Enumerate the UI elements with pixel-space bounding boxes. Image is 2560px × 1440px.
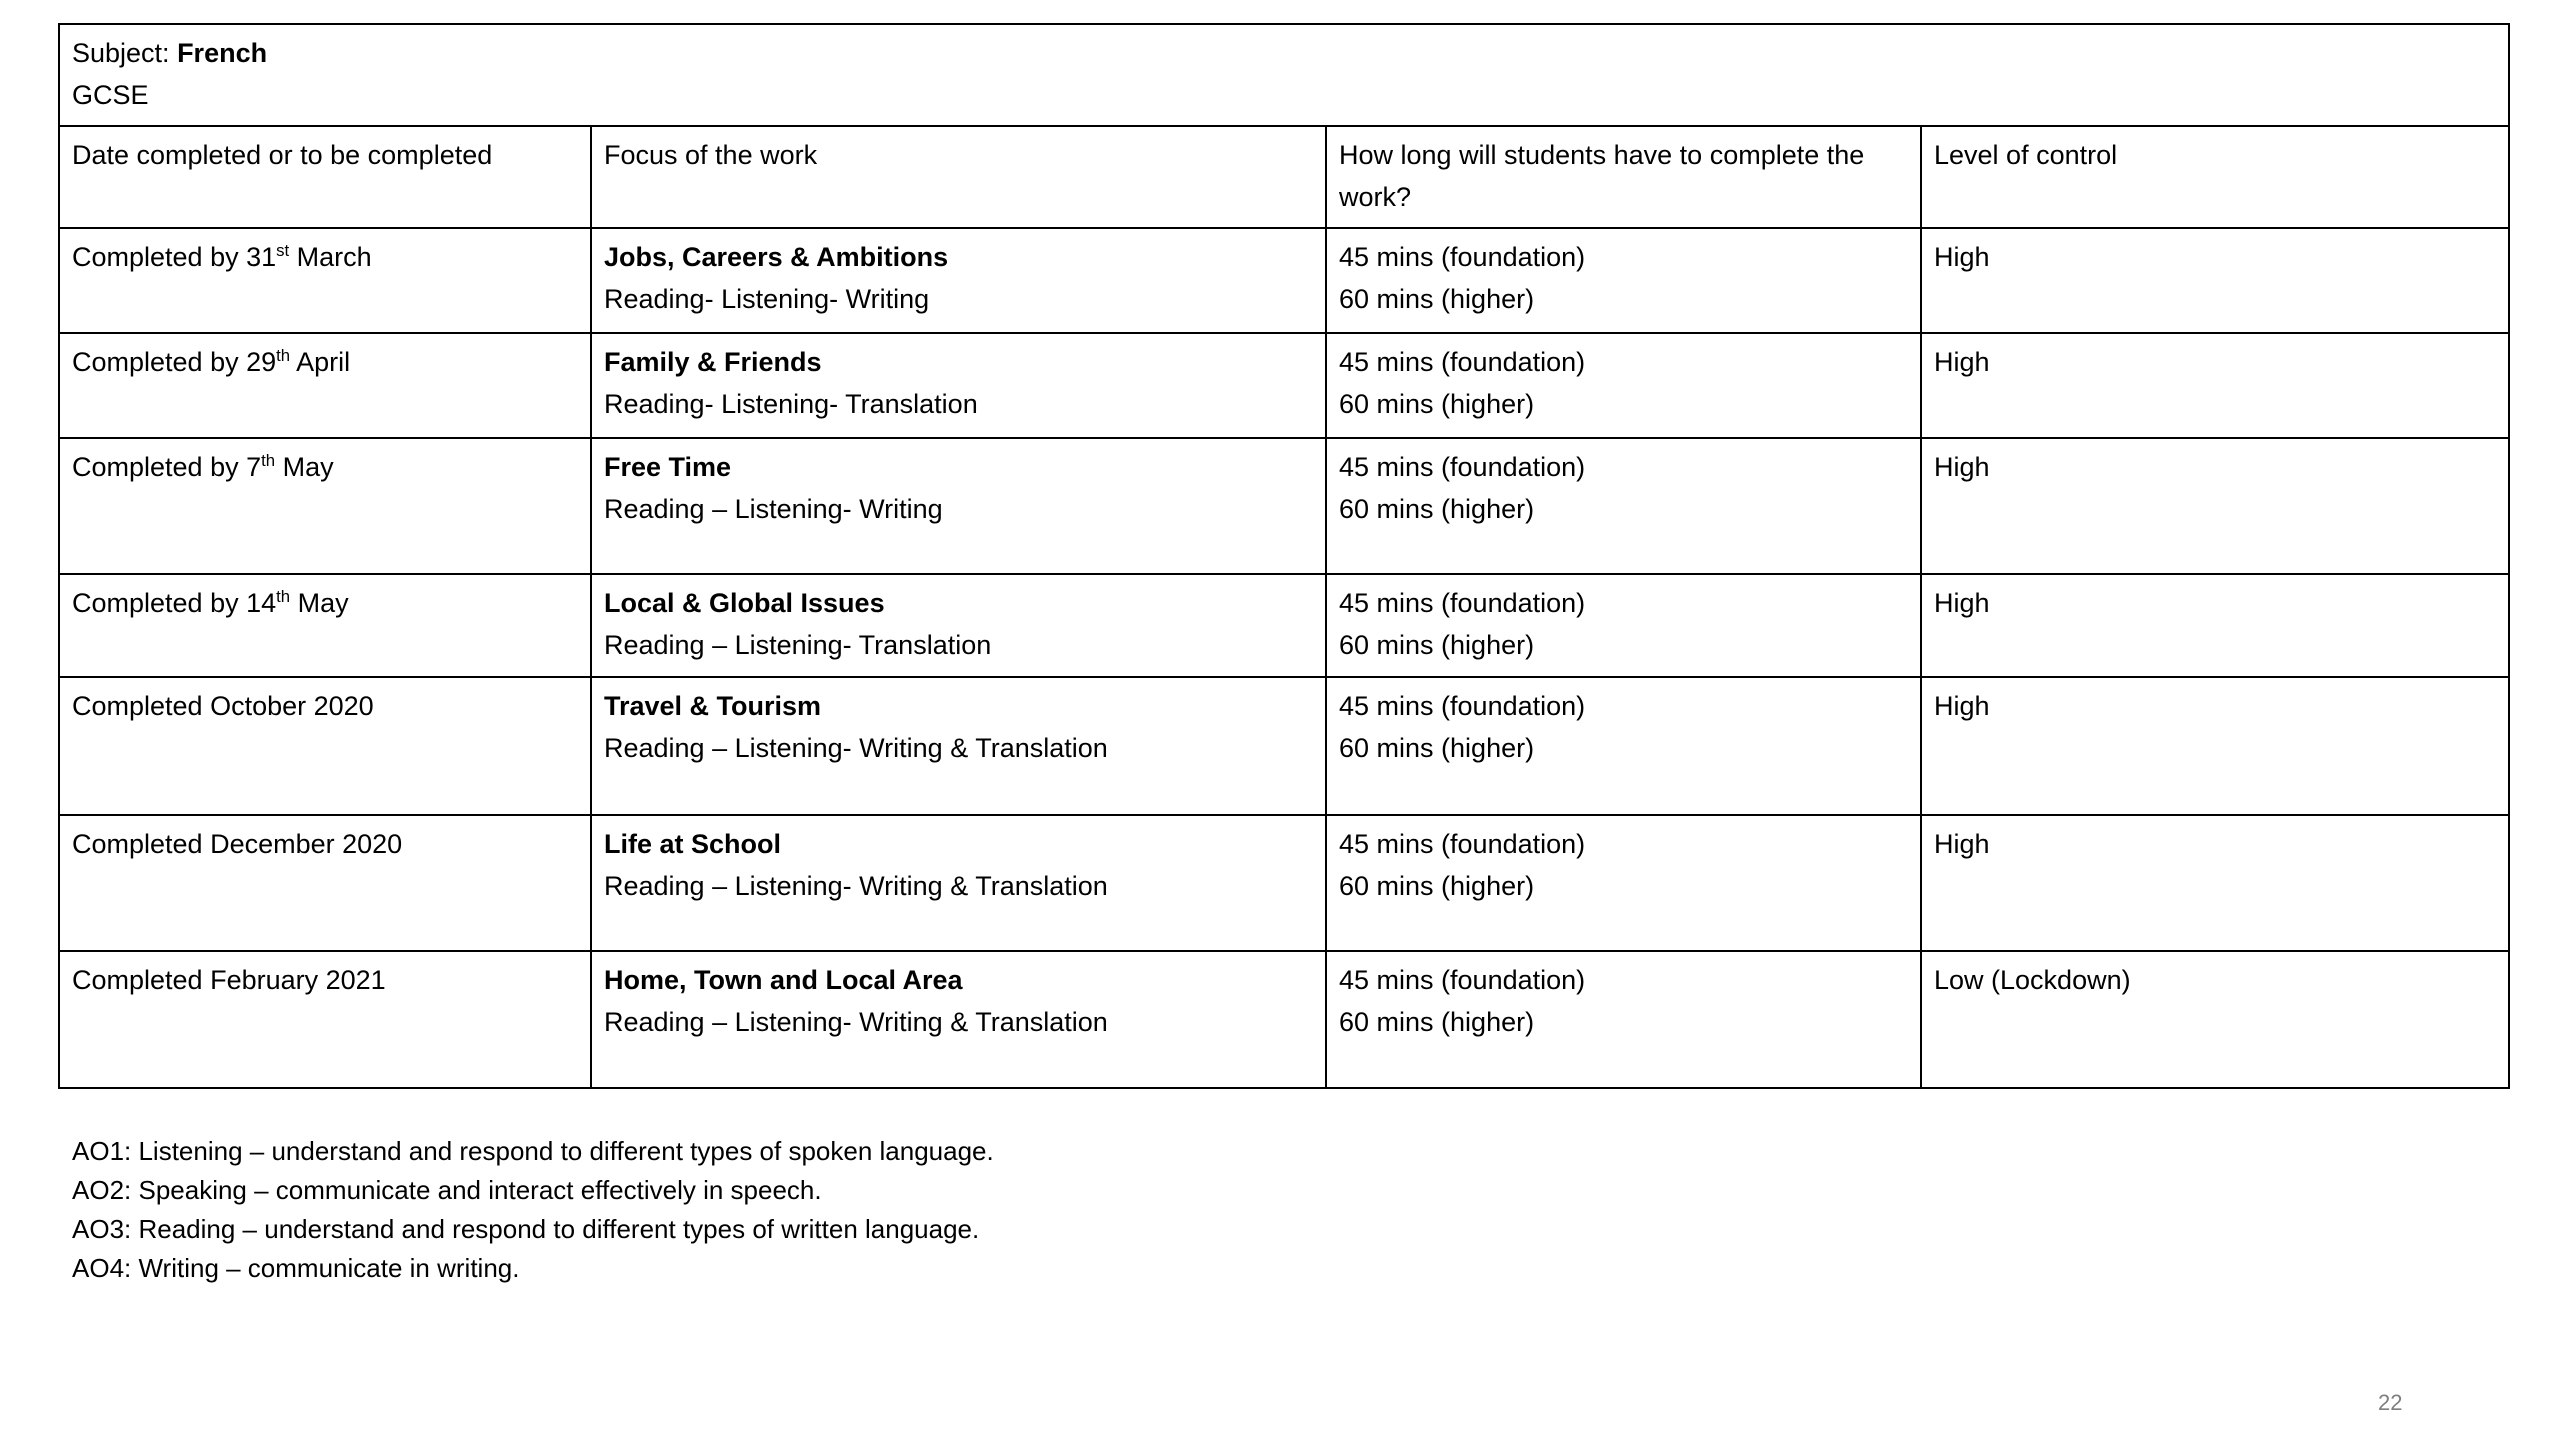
footnote-ao3: AO3: Reading – understand and respond to different types of written language. xyxy=(72,1214,980,1244)
duration-foundation: 45 mins (foundation) xyxy=(1339,828,1586,859)
subject-cell xyxy=(59,24,2509,126)
focus-cell xyxy=(591,333,1326,438)
focus-skills: Reading – Listening- Writing & Translation xyxy=(604,732,1108,763)
table-header-row xyxy=(59,126,2509,228)
focus-cell xyxy=(591,815,1326,951)
date-cell xyxy=(59,951,591,1088)
control-cell: High xyxy=(1921,815,2509,951)
control-cell: High xyxy=(1921,438,2509,574)
duration-foundation: 45 mins (foundation) xyxy=(1339,451,1586,482)
date-text: Completed by 7 xyxy=(72,451,262,482)
table-row xyxy=(59,815,2509,951)
date-cell xyxy=(59,333,591,438)
duration-higher: 60 mins (higher) xyxy=(1339,732,1535,763)
date-text: Completed by 31 xyxy=(72,241,277,272)
duration-higher: 60 mins (higher) xyxy=(1339,493,1535,524)
date-cell xyxy=(59,574,591,677)
focus-cell xyxy=(591,951,1326,1088)
duration-cell xyxy=(1326,574,1921,677)
date-ordinal: th xyxy=(261,450,276,470)
duration-higher: 60 mins (higher) xyxy=(1339,1006,1535,1037)
header-focus: Focus of the work xyxy=(591,126,1326,228)
duration-cell xyxy=(1326,333,1921,438)
date-text: Completed by 14 xyxy=(72,587,277,618)
focus-cell xyxy=(591,677,1326,815)
duration-higher: 60 mins (higher) xyxy=(1339,283,1535,314)
focus-title: Travel & Tourism xyxy=(604,690,822,721)
qualification-label: GCSE xyxy=(72,79,149,110)
focus-skills: Reading- Listening- Translation xyxy=(604,388,978,419)
table-row xyxy=(59,951,2509,1088)
footnote-ao4: AO4: Writing – communicate in writing. xyxy=(72,1253,520,1283)
control-cell: Low (Lockdown) xyxy=(1921,951,2509,1088)
date-suffix: May xyxy=(275,451,334,482)
date-suffix: May xyxy=(290,587,349,618)
focus-skills: Reading – Listening- Writing xyxy=(604,493,943,524)
subject-name: French xyxy=(177,38,268,68)
date-cell xyxy=(59,228,591,333)
header-control: Level of control xyxy=(1921,126,2509,228)
header-duration: How long will students have to complete the work? xyxy=(1326,126,1921,228)
focus-skills: Reading – Listening- Translation xyxy=(604,629,992,660)
duration-cell xyxy=(1326,438,1921,574)
duration-cell xyxy=(1326,677,1921,815)
focus-title: Free Time xyxy=(604,451,732,482)
focus-cell xyxy=(591,574,1326,677)
date-ordinal: th xyxy=(276,345,291,365)
focus-title: Life at School xyxy=(604,828,782,859)
assessment-objectives xyxy=(72,1132,994,1288)
date-text: Completed October 2020 xyxy=(72,690,374,721)
focus-title: Local & Global Issues xyxy=(604,587,885,618)
duration-foundation: 45 mins (foundation) xyxy=(1339,241,1586,272)
focus-cell xyxy=(591,228,1326,333)
focus-title: Jobs, Careers & Ambitions xyxy=(604,241,949,272)
header-date: Date completed or to be completed xyxy=(59,126,591,228)
duration-foundation: 45 mins (foundation) xyxy=(1339,964,1586,995)
duration-foundation: 45 mins (foundation) xyxy=(1339,346,1586,377)
duration-foundation: 45 mins (foundation) xyxy=(1339,690,1586,721)
date-text: Completed December 2020 xyxy=(72,828,403,859)
date-cell xyxy=(59,438,591,574)
focus-title: Family & Friends xyxy=(604,346,822,377)
subject-row xyxy=(59,24,2509,126)
duration-higher: 60 mins (higher) xyxy=(1339,388,1535,419)
table-row xyxy=(59,228,2509,333)
duration-cell xyxy=(1326,228,1921,333)
table-row xyxy=(59,438,2509,574)
focus-skills: Reading- Listening- Writing xyxy=(604,283,930,314)
focus-skills: Reading – Listening- Writing & Translation xyxy=(604,1006,1108,1037)
table-row xyxy=(59,333,2509,438)
date-suffix: April xyxy=(290,346,351,377)
duration-foundation: 45 mins (foundation) xyxy=(1339,587,1586,618)
control-cell: High xyxy=(1921,228,2509,333)
table-row xyxy=(59,677,2509,815)
subject-label: Subject: xyxy=(72,38,178,68)
duration-higher: 60 mins (higher) xyxy=(1339,629,1535,660)
focus-skills: Reading – Listening- Writing & Translation xyxy=(604,870,1108,901)
focus-title: Home, Town and Local Area xyxy=(604,964,963,995)
duration-higher: 60 mins (higher) xyxy=(1339,870,1535,901)
work-schedule-table xyxy=(58,23,2510,1089)
duration-cell xyxy=(1326,951,1921,1088)
focus-cell xyxy=(591,438,1326,574)
table-row xyxy=(59,574,2509,677)
subject-line xyxy=(72,33,2494,75)
control-cell: High xyxy=(1921,574,2509,677)
date-suffix: March xyxy=(289,241,372,272)
control-cell: High xyxy=(1921,333,2509,438)
date-ordinal: st xyxy=(276,240,290,260)
date-cell xyxy=(59,677,591,815)
date-ordinal: th xyxy=(276,586,291,606)
duration-cell xyxy=(1326,815,1921,951)
date-cell xyxy=(59,815,591,951)
footnote-ao2: AO2: Speaking – communicate and interact effectively in speech. xyxy=(72,1175,822,1205)
date-text: Completed February 2021 xyxy=(72,964,386,995)
page-number: 22 xyxy=(2378,1390,2403,1415)
footnote-ao1: AO1: Listening – understand and respond to different types of spoken language. xyxy=(72,1136,994,1166)
date-text: Completed by 29 xyxy=(72,346,277,377)
control-cell: High xyxy=(1921,677,2509,815)
